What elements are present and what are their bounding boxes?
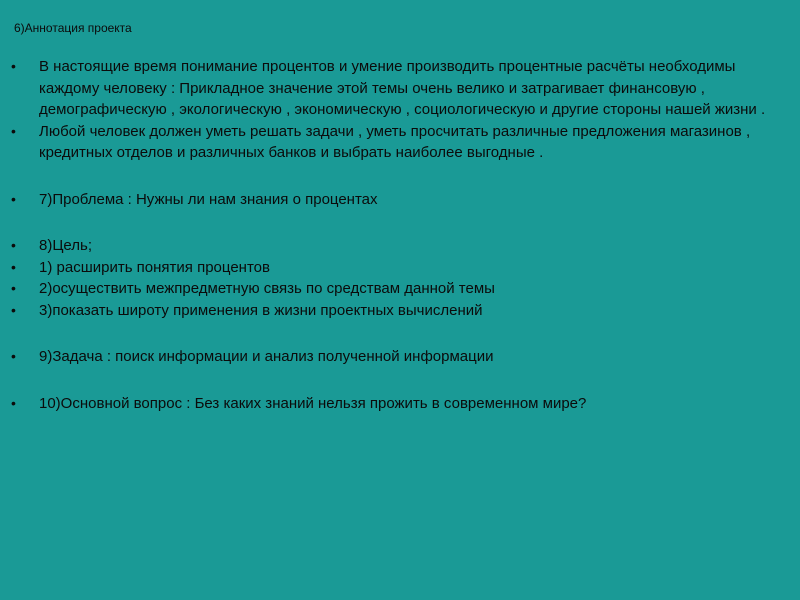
bullet-text: В настоящие время понимание процентов и умение производить процентные расчёты необходимы каждому человеку : Прикладное значение этой темы очень велико и затрагивает финансовую , демографическую , экологическую , экономическую , социологическую и другие стороны нашей жизни . (39, 58, 766, 118)
bullet-item-goal (0, 235, 800, 257)
bullet-dot: • (11, 190, 16, 207)
bullet-dot: • (11, 122, 16, 139)
bullet-dot: • (11, 301, 16, 318)
bullet-item-annotation-1 (0, 56, 800, 121)
bullet-dot: • (11, 237, 16, 253)
bullet-item-annotation-2 (0, 121, 800, 164)
bullet-item-main-question (0, 393, 800, 415)
bullet-item-goal-2 (0, 278, 800, 300)
bullet-text: Любой человек должен уметь решать задачи , уметь просчитать различные предложения магазинов , кредитных отделов и различных банков и выбрать наиболее выгодные . (39, 122, 751, 161)
spacer (0, 164, 800, 189)
spacer (0, 368, 800, 393)
bullet-dot: • (11, 280, 16, 296)
spacer (0, 321, 800, 346)
bullet-text: 9)Задача : поиск информации и анализ полученной информации (39, 348, 494, 365)
bullet-text: 8)Цель; (39, 237, 93, 254)
slide-title: 6)Аннотация проекта (14, 21, 132, 35)
bullet-text: 3)показать широту применения в жизни проектных вычислений (39, 301, 483, 319)
bullet-item-goal-3 (0, 300, 800, 322)
bullet-text: 7)Проблема : Нужны ли нам знания о процентах (39, 190, 378, 208)
bullet-item-task (0, 346, 800, 368)
bullet-dot: • (11, 394, 16, 411)
bullet-list (0, 56, 800, 414)
bullet-dot: • (11, 58, 16, 74)
bullet-item-goal-1 (0, 257, 800, 279)
bullet-text: 10)Основной вопрос : Без каких знаний нельзя прожить в современном мире? (39, 394, 587, 412)
spacer (0, 210, 800, 235)
bullet-dot: • (11, 348, 16, 364)
bullet-text: 2)осуществить межпредметную связь по средствам данной темы (39, 280, 495, 297)
bullet-text: 1) расширить понятия процентов (39, 258, 270, 276)
bullet-item-problem (0, 189, 800, 211)
bullet-dot: • (11, 258, 16, 275)
